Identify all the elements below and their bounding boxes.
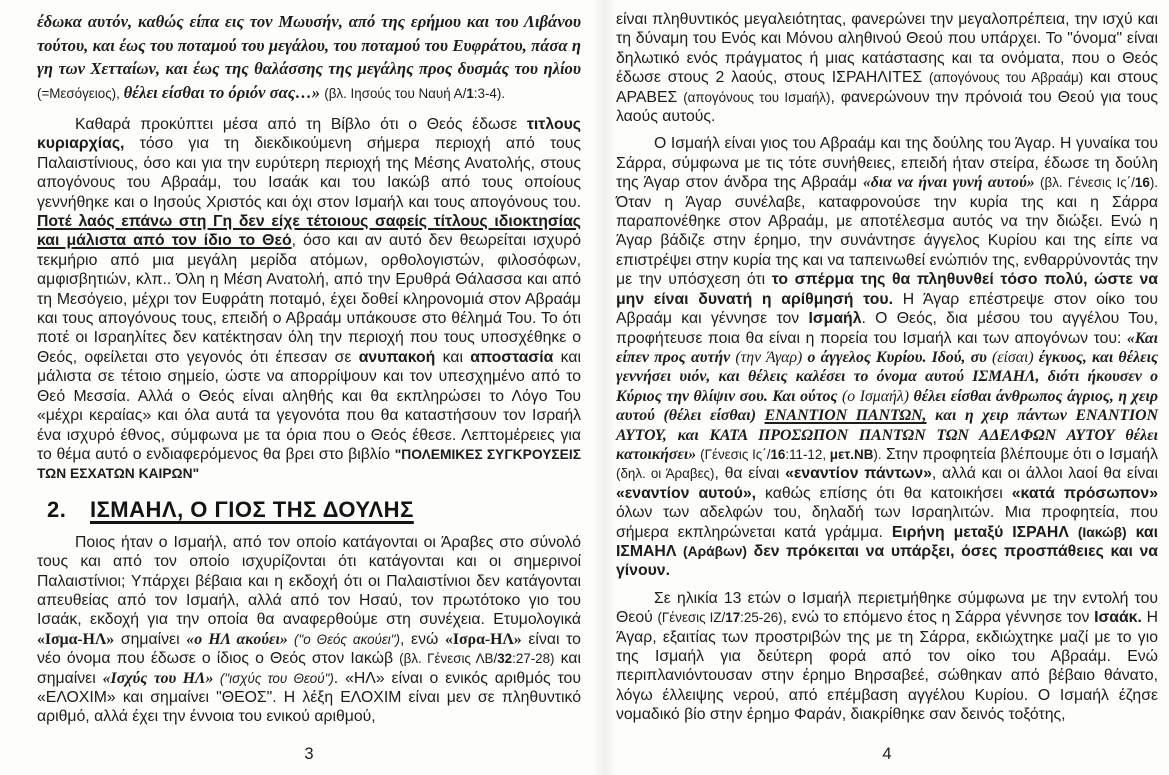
text-segment: «δια να ήναι γυνή αυτού» bbox=[862, 174, 1041, 192]
text-segment: 16 bbox=[770, 446, 786, 462]
text-segment: , θα είναι bbox=[714, 465, 786, 483]
text-segment: (απογόνους του Αβραάμ) bbox=[929, 70, 1084, 86]
text-segment: (ο Ισμαήλ) bbox=[842, 387, 909, 405]
text-segment: 32 bbox=[497, 651, 513, 667]
text-segment: και σημαίνει bbox=[37, 650, 581, 687]
text-segment: , ενώ το επόμενο έτος η Σάρρα γέννησε τον bbox=[782, 609, 1095, 627]
text-segment: ο άγγελος Κυρίου. Ιδού, συ bbox=[802, 348, 993, 366]
text-segment: «Ισρα-ΗΛ» bbox=[445, 630, 522, 648]
text-segment: τόσο για τη διεκδικούμενη σήμερα περιοχή από τους Παλαιστίνιους, όσο και για την ευρύτερη περιοχή της Μέσης Ανατολής, στους απογόνους του Αβραάμ, του Ισαάκ και του Ιακώβ από τους οποίους γεννήθηκε και ο Ιησούς Χριστός και όχι στον Ισμαήλ και τους απογόνους του. bbox=[37, 135, 581, 211]
text-segment: , όσο και αν αυτό δεν θεωρείται ισχυρό τεκμήριο από μια μεγάλη μερίδα ατόμων, ορθολογιστών, φιλοσόφων, αμφισβητιών, κλπ.. Όλη η Μέση Ανατολή, από την Ερυθρά Θάλασσα και από τη Μεσόγειο, μέχρι τον Ευφράτη ποταμό, έχει δοθεί κληρονομιά στον Αβραάμ και τους απογόνους τους, επειδή ο Αβραάμ υπάκουσε στο θέλημά Του. Το ότι ποτέ οι Ισραηλίτες δεν κατέκτησαν όλη την περιοχή που τους υποσχέθηκε ο Θεός, οφείλεται στο γεγονός ότι έπεσαν σε bbox=[37, 232, 581, 366]
text-segment: Ο Ισμαήλ είναι γιος του Αβραάμ και της δούλης του Άγαρ. Η γυναίκα του Σάρρα, σύμφωνα με τις τότε συνήθειες, επειδή ήταν στείρα, έδωσε τη δούλη της Άγαρ στον άνδρα της Αβραάμ bbox=[616, 135, 1158, 192]
page-gutter-shadow bbox=[592, 0, 616, 775]
text-segment: Ποτέ λαός επάνω στη Γη δεν είχε τέτοιους σαφείς τίτλους ιδιοκτησίας και μάλιστα από τον ίδιο το Θεό bbox=[37, 213, 581, 250]
text-segment: (Γένεσις ΙΖ/ bbox=[657, 610, 726, 626]
text-segment: , ενώ bbox=[399, 630, 446, 648]
text-segment: (βλ. Γένεσις Ις΄/ bbox=[1040, 175, 1135, 191]
text-segment: ΕΝΑΝΤΙΟΝ ΠΑΝΤΩΝ, bbox=[764, 407, 927, 425]
text-segment: "ΠΟΛΕΜΙΚΕΣ ΣΥΓΚΡΟΥΣΕΙΣ ΤΩΝ ΕΣΧΑΤΩΝ ΚΑΙΡΩΝ" bbox=[37, 446, 581, 482]
page-number-right: 4 bbox=[882, 745, 892, 763]
text-segment: :3-4). bbox=[473, 85, 506, 101]
body-paragraph bbox=[37, 115, 581, 484]
text-segment: 1 bbox=[466, 85, 474, 101]
text-segment: και μάλιστα σε τέτοιο σημείο, ώστε να απορρίψουν και τον υπεσχημένο από το Θεό Μεσσία. Αλλά ο Θεός είναι αληθής και θα εκπληρώσει το Λόγο Του «μέχρι κεραίας» και όλα αυτά τα γεγονότα που θα καταστήσουν τον Ισραήλ ένα ισχυρό έθνος, σύμφωνα με τα όρια που ο Θεός έθεσε. Λεπτομέρειες για το θέμα αυτό ο ενδιαφερόμενος θα βρει στο βιβλίο bbox=[37, 348, 581, 463]
body-paragraph bbox=[37, 533, 581, 727]
text-segment: :27-28) bbox=[512, 651, 555, 667]
text-segment: Η Άγαρ επέστρεψε στον οίκο του Αβραάμ και γέννησε τον bbox=[616, 290, 1158, 328]
text-segment: έδωκα αυτόν, καθώς είπα εις τον Μωυσήν, από της ερήμου και του Λιβάνου τούτου, και έως του ποταμού του μεγάλου, του ποταμού του Ευφράτου, πάσα η γη των Χετταίων, και έως της θαλάσσης της μεγάλης προς δυσμάς του ηλίου bbox=[37, 12, 581, 78]
text-segment: Ισμαήλ bbox=[808, 310, 862, 328]
text-segment: και ΙΣΜΑΗΛ bbox=[616, 523, 1159, 560]
text-segment: είναι πληθυντικός μεγαλειότητας, φανερώνει την μεγαλοπρέπεια, την ισχύ και τη δύναμη του Ενός και Μόνου αληθινού Θεού που υπάρχει. Το "όνομα" είναι δηλωτικό ενός πράγματος ή μιας κατάστασης και τα ονόματα, που ο Θεός έδωσε στους 2 λαούς, στους ΙΣΡΑΗΛΙΤΕΣ bbox=[616, 11, 1158, 87]
section-heading bbox=[37, 497, 581, 523]
text-segment: θέλει είσθαι άνθρωπος άγριος, η χειρ αυτού (θέλει είσθαι) bbox=[616, 387, 1158, 425]
text-segment: δεν πρόκειται να υπάρξει, όσες προσπάθειες και να γίνουν. bbox=[616, 542, 1158, 580]
text-segment: (=Μεσόγειος), bbox=[37, 85, 124, 101]
text-segment: και η χειρ πάντων ΕΝΑΝΤΙΟΝ ΑΥΤΟΥ, και ΚΑΤΑ ΠΡΟΣΩΠΟΝ ΠΑΝΤΩΝ ΤΩΝ ΑΔΕΛΦΩΝ ΑΥΤΟΥ θέλει κατοικήσει» bbox=[616, 407, 1158, 463]
text-segment: καθώς επίσης ότι θα κατοικήσει bbox=[756, 484, 1012, 502]
section-title: ΙΣΜΑΗΛ, Ο ΓΙΟΣ ΤΗΣ ΔΟΥΛΗΣ bbox=[89, 496, 414, 522]
text-segment: Σε ηλικία 13 ετών ο Ισμαήλ περιετμήθηκε σύμφωνα με την εντολή του Θεού bbox=[616, 589, 1158, 627]
text-segment: Καθαρά προκύπτει μέσα από τη Βίβλο ότι ο Θεός έδωσε bbox=[75, 116, 527, 133]
body-paragraph bbox=[616, 134, 1158, 580]
text-segment: . «ΗΛ» είναι ο ενικός αριθμός του «ΕΛΟΧΙΜ» και σημαίνει "ΘΕΟΣ". Η λέξη ΕΛΟΧΙΜ είναι μεν σε πληθυντικό αριθμό, αλλά έχει την έννοια του ενικού αριθμού, bbox=[37, 669, 581, 726]
text-segment: ("ο Θεός ακούει") bbox=[293, 631, 400, 647]
text-segment: ανυπακοή bbox=[358, 348, 436, 366]
body-paragraph bbox=[616, 10, 1158, 126]
text-segment: «Ισμα-ΗΛ» bbox=[37, 630, 115, 648]
text-segment: Ισαάκ. bbox=[1094, 609, 1142, 627]
text-segment: ). bbox=[1149, 175, 1158, 191]
text-segment: . Ο Θεός, δια μέσου του αγγέλου Του, προφήτευσε ποια θα είναι η πορεία του Ισμαήλ και των απογόνων του: bbox=[616, 310, 1158, 347]
text-segment: «Και είπεν προς αυτήν bbox=[616, 329, 1158, 366]
text-segment: 17 bbox=[725, 610, 741, 626]
text-segment: Στην προφητεία βλέπουμε ότι ο Ισμαήλ bbox=[881, 445, 1158, 463]
text-segment: (βλ. Ιησούς του Ναυή Α/ bbox=[324, 85, 467, 101]
text-segment: έγκυος, και θέλεις γεννήσει υιόν, και θέλεις καλέσει το όνομα αυτού ΙΣΜΑΗΛ, διότι ήκουσεν ο Κύριος την θλίψιν σου. Και ούτος bbox=[616, 348, 1158, 405]
text-segment: «ο ΗΛ ακούει» bbox=[186, 630, 294, 648]
text-segment: (βλ. Γένεσις ΛΒ/ bbox=[399, 651, 498, 667]
text-segment: (δηλ. οι Άραβες) bbox=[616, 466, 715, 482]
text-segment: όλων των αδελφών του, δηλαδή των Ισραηλιτών. Μια προφητεία, που σήμερα εκπληρώνεται κατά γράμμα. bbox=[616, 504, 1158, 541]
text-segment: (Ιακώβ) bbox=[1077, 524, 1127, 540]
text-segment: Η Άγαρ, εξαιτίας των προστριβών της με τη Σάρρα, εκδιώχτηκε μαζί με το γιο της Ισμαήλ για δεύτερη φορά από τον οίκο του Αβραάμ. Ενώ περιπλανιόντουσαν στην έρημο Βηρσαβεέ, σώθηκαν από βέβαιο θάνατο, λόγω έλλειψης νερού, από επέμβαση αγγέλου Κυρίου. Ο Ισμαήλ έζησε νομαδικό βίο στην έρημο Φαράν, διακρίθηκε σαν δεινός τοξότης, bbox=[616, 609, 1158, 724]
text-segment: , αλλά και οι άλλοι λαοί θα είναι bbox=[931, 465, 1158, 483]
text-segment: το σπέρμα της θα πληθυνθεί τόσο πολύ, ώστε να μην είναι δυνατή η αρίθμησή του. bbox=[616, 271, 1158, 308]
text-segment: (Γένεσις Ις΄/ bbox=[700, 446, 771, 462]
text-segment: (απογόνους του Ισμαήλ) bbox=[683, 89, 831, 105]
text-segment: μετ.ΝΒ bbox=[829, 446, 874, 462]
text-segment: αποστασία bbox=[470, 348, 554, 366]
text-segment: :25-26) bbox=[740, 610, 783, 626]
text-segment: (Αράβων) bbox=[683, 543, 747, 559]
page-right bbox=[616, 10, 1158, 765]
text-segment: (είσαι) bbox=[992, 348, 1034, 366]
quote-paragraph bbox=[37, 10, 581, 105]
text-segment: (την Άγαρ) bbox=[735, 348, 803, 366]
text-segment: είναι το νέο όνομα που έδωσε ο ίδιος ο Θεός στον Ιακώβ bbox=[37, 630, 581, 668]
text-segment: και bbox=[435, 348, 471, 366]
text-segment: «κατά πρόσωπον» bbox=[1011, 484, 1158, 502]
text-segment: σημαίνει bbox=[114, 630, 187, 648]
text-segment: ). bbox=[873, 446, 882, 462]
text-segment: και στους ΑΡΑΒΕΣ bbox=[616, 69, 1158, 106]
body-paragraph bbox=[616, 589, 1158, 725]
text-segment: Ποιος ήταν ο Ισμαήλ, από τον οποίο κατάγονται οι Άραβες στο σύνολό τους και από τον οποίο ισχυρίζονται ότι κατάγονται και οι σημερινοί Παλαιστίνιοι; Υπάρχει βέβαια και η εκδοχή ότι οι Παλαιστίνιοι δεν κατάγονται απευθείας από τον Ισμαήλ, αλλά από τον Ησαύ, τον πρωτότοκο γιο του Ισαάκ, εκδοχή για την οποία θα αναφερθούμε στη συνέχεια. Ετυμολογικά bbox=[37, 533, 581, 629]
text-segment: «εναντίον αυτού», bbox=[616, 484, 757, 502]
section-number: 2. bbox=[47, 496, 67, 522]
text-segment: :11-12, bbox=[785, 446, 830, 462]
text-segment: τιτλους κυριαρχίας, bbox=[37, 116, 581, 153]
text-segment: θέλει είσθαι το όριόν σας…» bbox=[123, 82, 325, 102]
text-segment: 16 bbox=[1134, 175, 1150, 191]
page-left bbox=[37, 10, 581, 765]
text-segment: «εναντίον πάντων» bbox=[785, 465, 932, 483]
text-segment: , φανερώνουν την πρόνοιά του Θεού για τους λαούς αυτούς. bbox=[616, 88, 1158, 126]
text-segment: ("ισχύς του Θεού") bbox=[219, 670, 334, 686]
page-number-left: 3 bbox=[304, 745, 314, 763]
text-segment: «Ισχύς του ΗΛ» bbox=[102, 669, 220, 687]
text-segment: Ειρήνη μεταξύ ΙΣΡΑΗΛ bbox=[891, 523, 1078, 541]
text-segment: Όταν η Άγαρ συνέλαβε, καταφρονούσε την κυρία της και η Σάρρα παραπονέθηκε στον Αβραάμ, με αποτέλεσμα αυτός να την διώξει. Ενώ η Άγαρ βάδιζε στην έρημο, την συνάντησε άγγελος Κυρίου και της είπε να επιστρέψει στην κυρία της και να ταπεινωθεί ενώπιόν της, ενθαρρύνοντάς την με την υπόσχεση ότι bbox=[616, 193, 1158, 289]
